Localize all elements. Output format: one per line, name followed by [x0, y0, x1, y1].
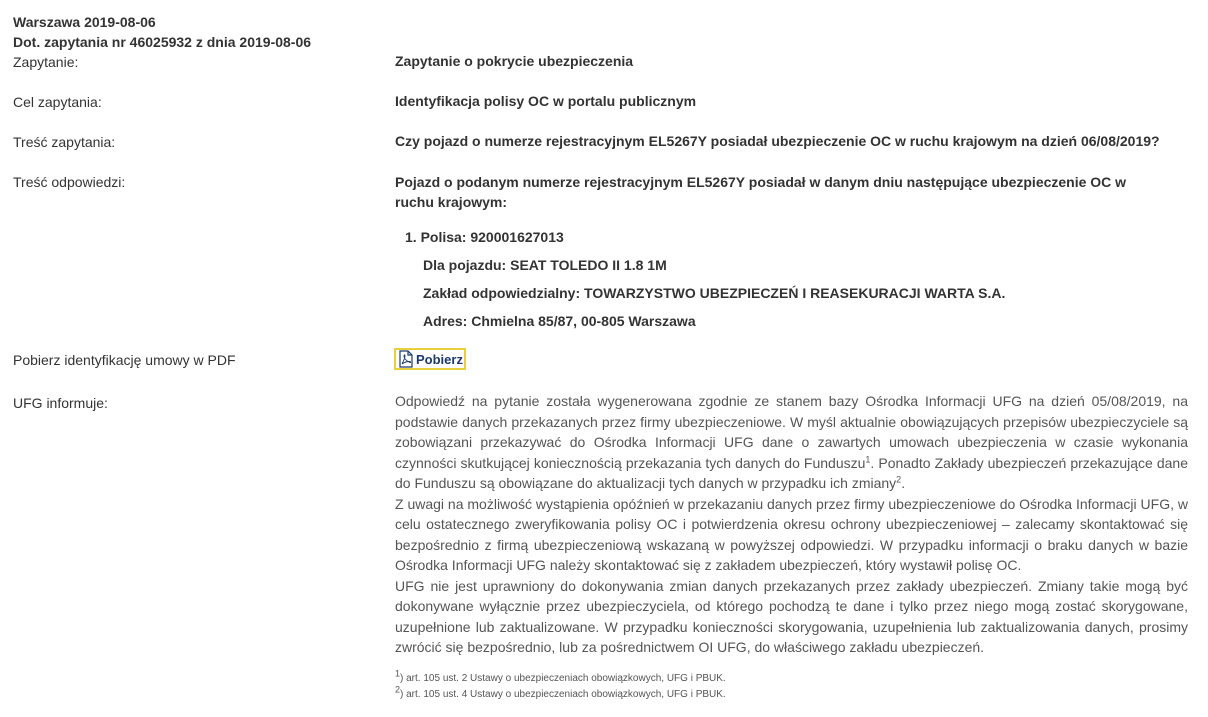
ufg-info-paragraph-3: UFG nie jest uprawniony do dokonywania zmian danych przekazanych przez zakłady ubezpieczeń. Zmiany takie mogą być dokonywane wyłącznie przez ubezpieczyciela, od którego pochodzą te dane i tylko przez niego mogą zostać skorygowane, uzupełnione lub zaktualizowane. W przypadku konieczności skorygowania, uzupełnienia lub zaktualizowania danych, prosimy zwrócić się bezpośrednio, lub za pośrednictwem OI UFG, do właściwego zakładu ubezpieczeń. — [395, 577, 1188, 655]
ufg-info-paragraph-1: Odpowiedź na pytanie została wygenerowana zgodnie ze stanem bazy Ośrodka Informacji UFG na dzień 05/08/2019, na podstawie danych przekazanych przez firmy ubezpieczeniowe. W myśl aktualnie obowiązujących przepisów ubezpieczyciele są zobowiązani przekazywać do Ośrodka Informacji UFG dane o zawartych umowach ubezpieczenia w czasie wykonania czynności skutkującej koniecznością przekazania tych danych do Funduszu$^1$. Ponadto Zakłady ubezpieczeń przekazujące dane do Funduszu są obowiązane do aktualizacji tych danych w przypadku ich zmiany$^2$. — [395, 393, 1188, 491]
pdf-download-label: Pobierz identyfikację umowy w PDF — [13, 352, 236, 368]
document-header — [13, 12, 311, 52]
ufg-info-paragraph-2: Z uwagi na możliwość wystąpienia opóźnień w przekazaniu danych przez firmy ubezpieczeniowe do Ośrodka Informacji UFG, w celu ostatecznego zweryfikowania polisy OC i potwierdzenia okresu ochrony ubezpieczeniowej – zalecamy skontaktować się bezpośrednio z firmą ubezpieczeniową wskazaną w powyższej odpowiedzi. W przypadku informacji o braku danych w bazie Ośrodka Informacji UFG należy skontaktować się z zakładem ubezpieczeń, który wystawił polisę OC. — [395, 495, 1188, 573]
zapytanie-label: Zapytanie: — [13, 54, 79, 70]
ufg-info-text — [395, 391, 1188, 658]
footnote-1: $^1$) art. 105 ust. 2 Ustawy o ubezpieczeniach obowiązkowych, UFG i PBUK. — [395, 668, 726, 684]
ufg-info-label: UFG informuje: — [13, 395, 108, 411]
pdf-file-icon — [398, 350, 414, 368]
policy-vehicle: Dla pojazdu: SEAT TOLEDO II 1.8 1M — [423, 257, 667, 273]
footnotes — [395, 668, 726, 703]
tresc-odpowiedzi-label: Treść odpowiedzi: — [13, 174, 126, 190]
query-reference: Dot. zapytania nr 46025932 z dnia 2019-08-06 — [13, 34, 312, 50]
zapytanie-value: Zapytanie o pokrycie ubezpieczenia — [395, 53, 634, 69]
tresc-odpowiedzi-value: Pojazd o podanym numerze rejestracyjnym EL5267Y posiadał w danym dniu następujące ubezpieczenie OC w ruchu krajowym: — [395, 174, 1127, 210]
pdf-download-button[interactable] — [394, 348, 466, 370]
policy-address: Adres: Chmielna 85/87, 00-805 Warszawa — [423, 313, 696, 329]
cel-zapytania-label: Cel zapytania: — [13, 94, 102, 110]
tresc-zapytania-value: Czy pojazd o numerze rejestracyjnym EL5267Y posiadał ubezpieczenie OC w ruchu krajowym na dzień 06/08/2019? — [395, 133, 1160, 149]
document-date: Warszawa 2019-08-06 — [13, 14, 156, 30]
policy-insurer: Zakład odpowiedzialny: TOWARZYSTWO UBEZPIECZEŃ I REASEKURACJI WARTA S.A. — [423, 285, 1006, 301]
cel-zapytania-value: Identyfikacja polisy OC w portalu publicznym — [395, 93, 697, 109]
tresc-zapytania-label: Treść zapytania: — [13, 134, 116, 150]
policy-number: 1. Polisa: 920001627013 — [405, 229, 564, 245]
pdf-download-button-label: Pobierz — [416, 351, 463, 367]
footnote-ref-1: 1 — [865, 453, 871, 464]
footnote-ref-2: 2 — [896, 474, 902, 485]
policy-details — [405, 227, 1005, 339]
footnote-2: $^2$) art. 105 ust. 4 Ustawy o ubezpieczeniach obowiązkowych, UFG i PBUK. — [395, 684, 726, 700]
